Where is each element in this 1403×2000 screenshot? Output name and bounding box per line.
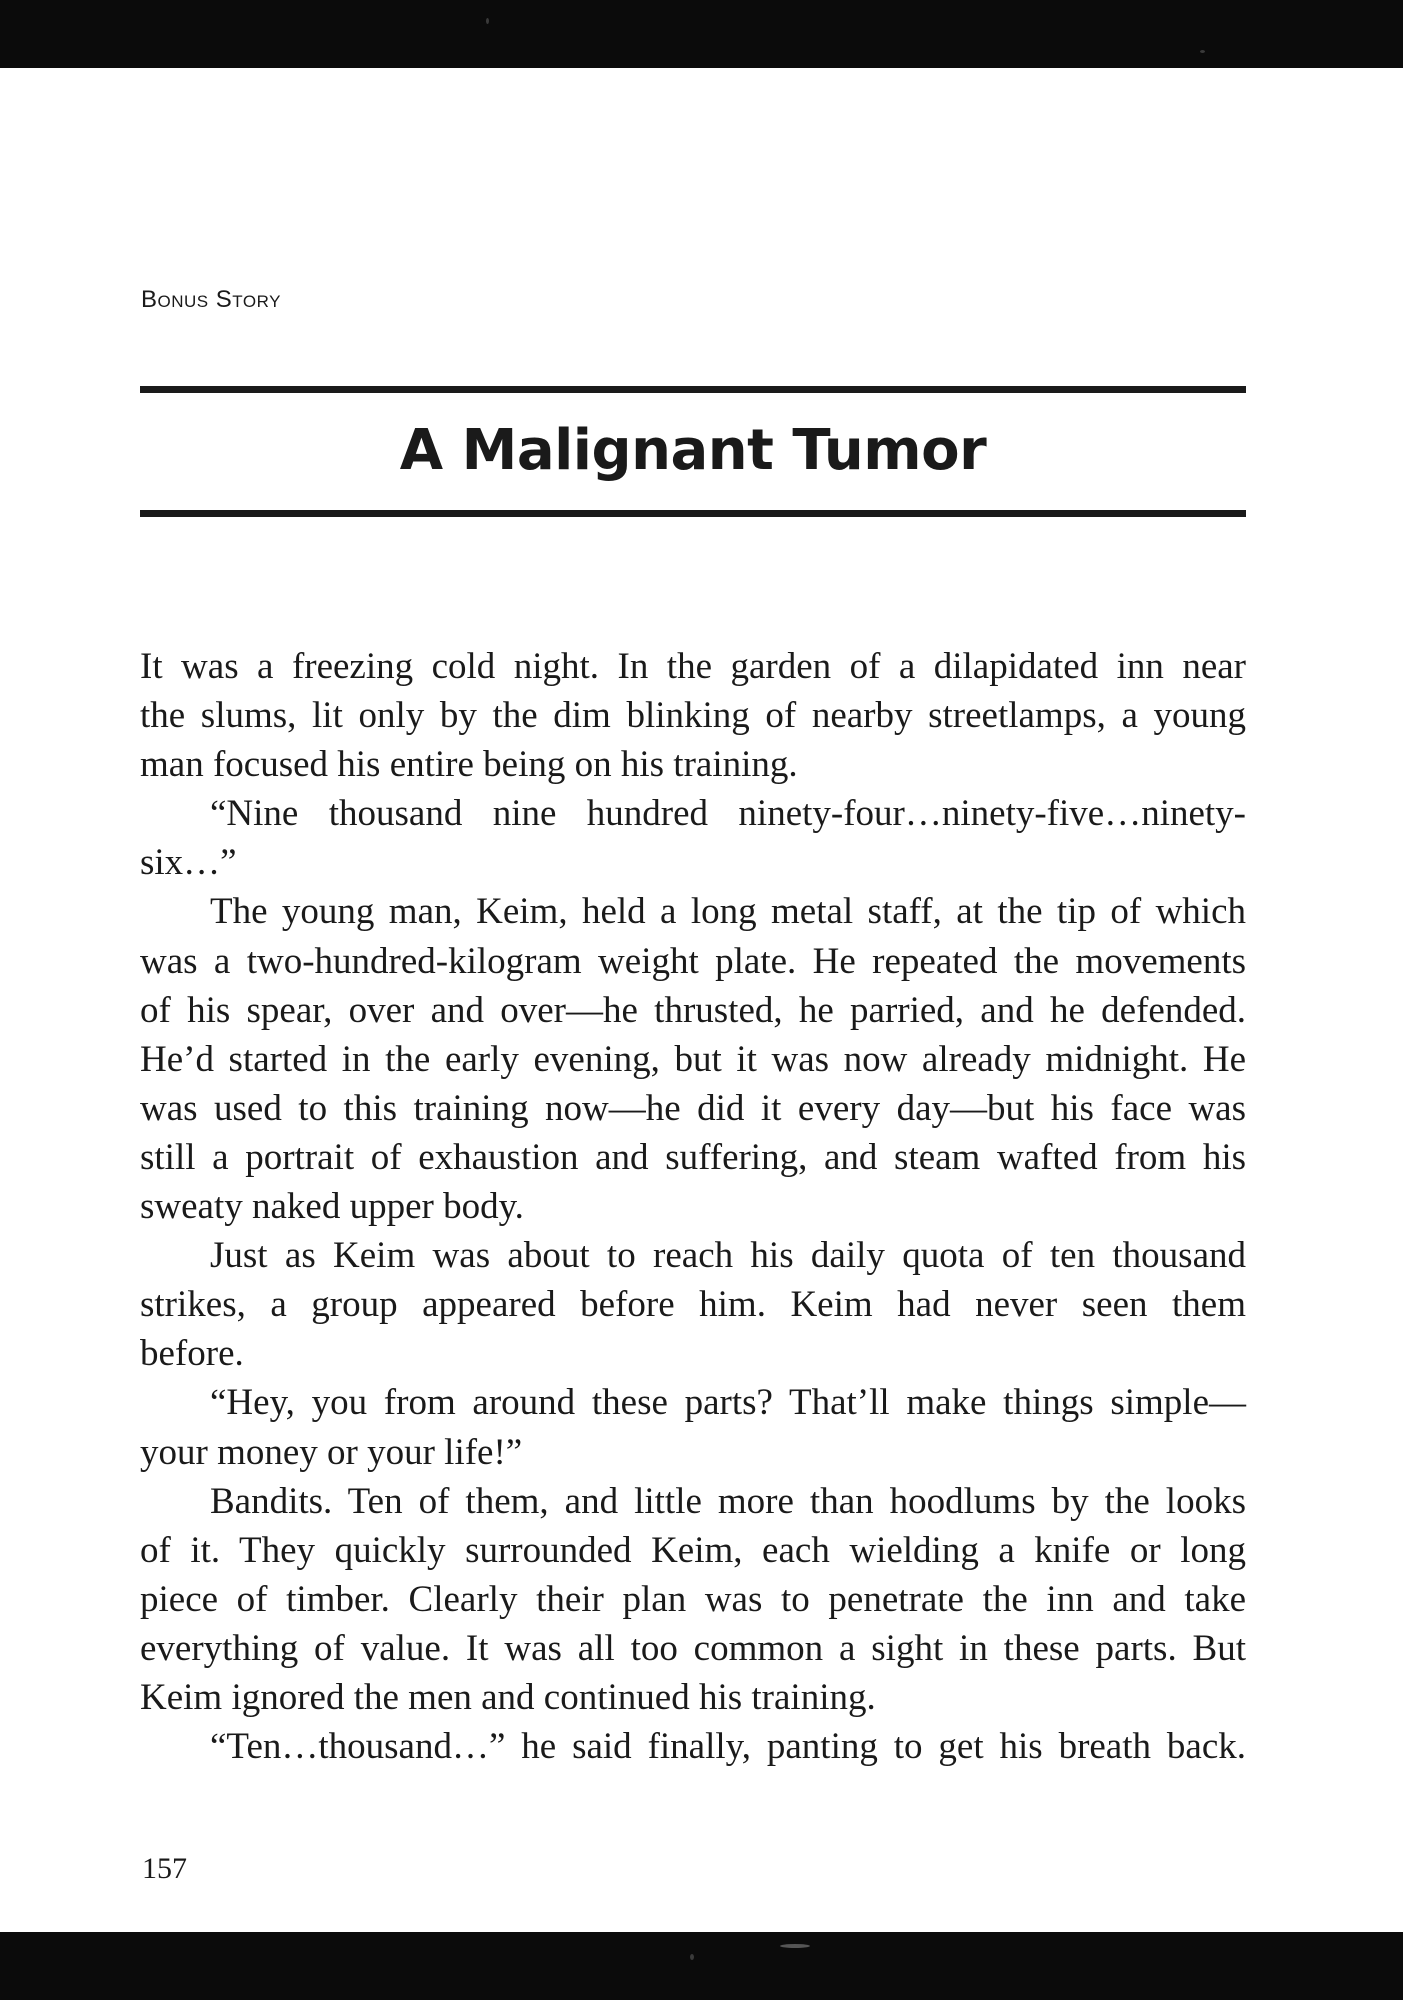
scan-speck [690,1954,694,1960]
bottom-black-border [0,1932,1403,2000]
text-line: still a portrait of exhaustion and suffering, and steam wafted from his [140,1136,1246,1178]
text-line: man focused his entire being on his training. [140,744,798,786]
text-line: “Nine thousand nine hundred ninety-four…ninety-five…ninety- [210,793,1246,835]
scan-speck [486,18,489,24]
text-line: everything of value. It was all too common a sight in these parts. But [140,1627,1246,1669]
text-line: six…” [140,842,237,884]
text-line: sweaty naked upper body. [140,1186,524,1228]
text-line: Just as Keim was about to reach his daily quota of ten thousand [210,1235,1246,1277]
text-line: of it. They quickly surrounded Keim, each wielding a knife or long [140,1529,1246,1571]
text-line: strikes, a group appeared before him. Keim had never seen them [140,1284,1246,1326]
section-label: Bonus Story [141,286,281,313]
text-line: “Hey, you from around these parts? That’ll make things simple— [210,1382,1246,1424]
text-line: Keim ignored the men and continued his training. [140,1676,876,1718]
text-line: He’d started in the early evening, but it was now already midnight. He [140,1038,1246,1080]
text-line: “Ten…thousand…” he said finally, panting to get his breath back. [210,1726,1246,1768]
scan-speck [780,1944,810,1948]
top-black-border [0,0,1403,68]
text-line: Bandits. Ten of them, and little more than hoodlums by the looks [210,1480,1246,1522]
text-line: piece of timber. Clearly their plan was to penetrate the inn and take [140,1578,1246,1620]
text-line: The young man, Keim, held a long metal staff, at the tip of which [210,891,1246,933]
page-number: 157 [142,1852,187,1885]
text-line: It was a freezing cold night. In the garden of a dilapidated inn near [140,646,1246,687]
text-line: before. [140,1333,244,1375]
scan-speck [1200,50,1205,53]
title-rule-top [140,386,1246,393]
text-line: was a two-hundred-kilogram weight plate. He repeated the movements [140,940,1246,982]
title-rule-bottom [140,510,1246,517]
text-line: was used to this training now—he did it every day—but his face was [140,1087,1246,1129]
text-line: the slums, lit only by the dim blinking of nearby streetlamps, a young [140,695,1246,737]
chapter-title: A Malignant Tumor [399,418,987,483]
text-line: your money or your life!” [140,1431,523,1473]
story-body [140,642,1246,1771]
text-line: of his spear, over and over—he thrusted, he parried, and he defended. [140,989,1246,1031]
